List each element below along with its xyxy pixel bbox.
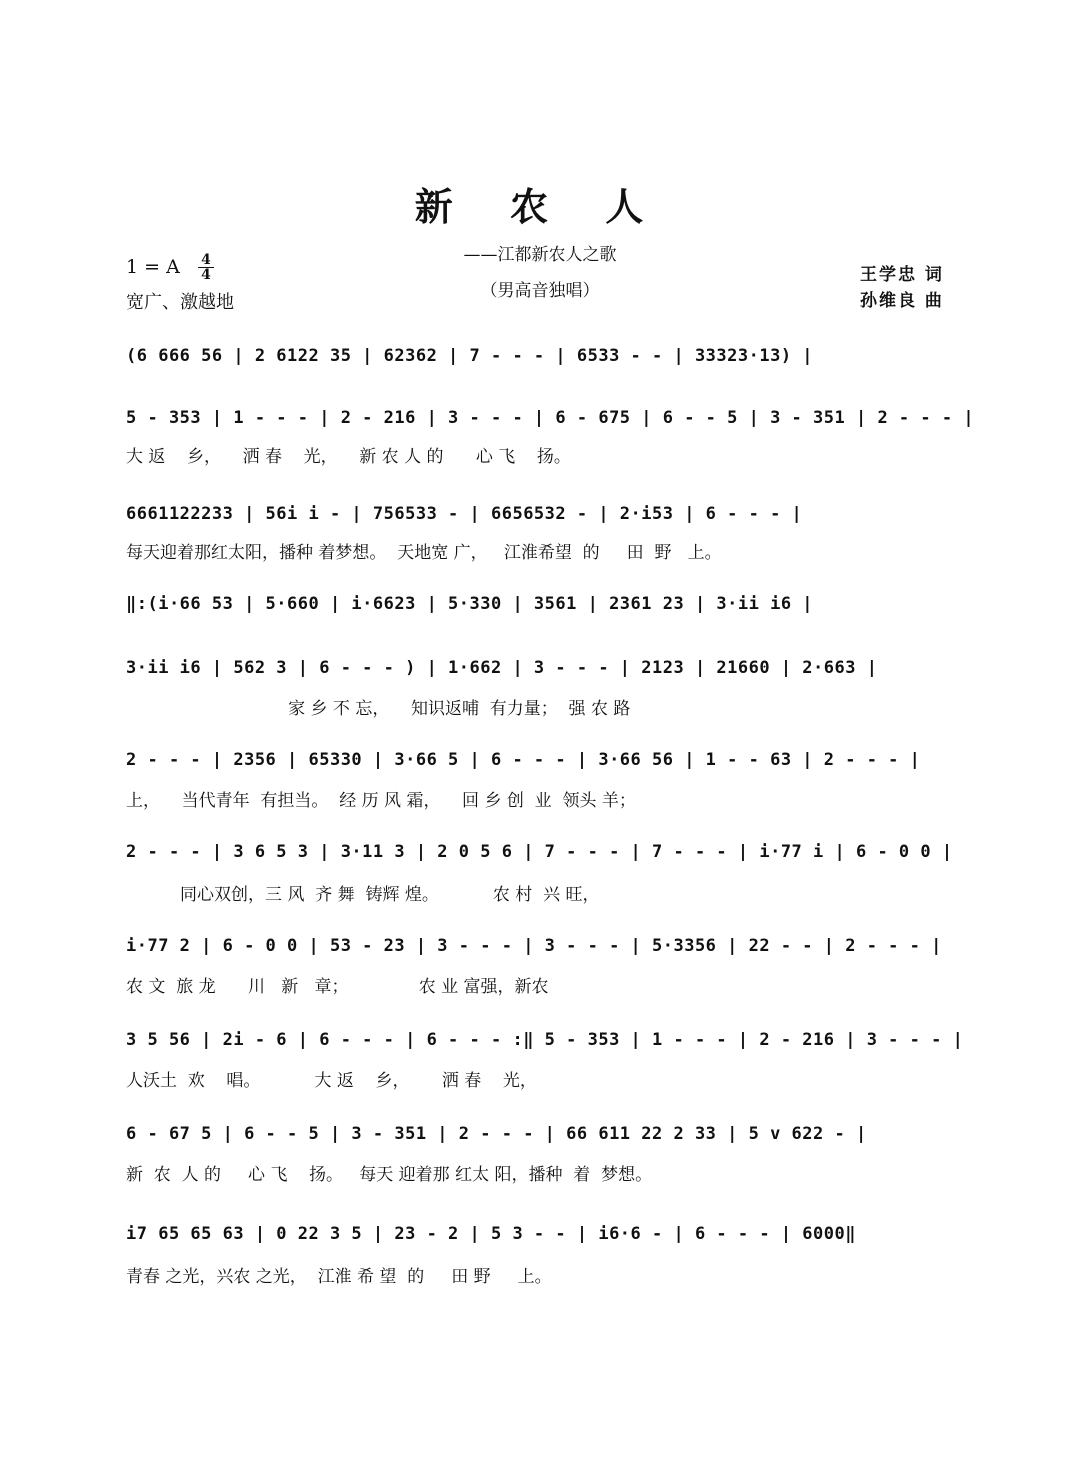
notation-line-10: 6 - 67 5 | 6 - - 5 | 3 - 351 | 2 - - - | 66 611 22 2 33 | 5 v 622 - | xyxy=(126,1124,867,1144)
composer-credit: 孙维良 曲 xyxy=(860,291,944,311)
notation-line-5: 3·ii i6 | 562 3 | 6 - - - ) | 1·662 | 3 - - - | 2123 | 21660 | 2·663 | xyxy=(126,658,878,678)
lyrics-line-5: 家 乡 不 忘， 知识返哺 有力量； 强 农 路 xyxy=(126,699,631,719)
lyrics-line-7: 同心双创，三 风 齐 舞 铸辉 煌。 农 村 兴 旺， xyxy=(126,885,600,905)
notation-line-6: 2 - - - | 2356 | 65330 | 3·66 5 | 6 - - - | 3·66 56 | 1 - - 63 | 2 - - - | xyxy=(126,750,921,770)
notation-line-7: 2 - - - | 3 6 5 3 | 3·11 3 | 2 0 5 6 | 7 - - - | 7 - - - | i·77 i | 6 - 0 0 | xyxy=(126,842,953,862)
notation-line-2: 5 - 353 | 1 - - - | 2 - 216 | 3 - - - | 6 - 675 | 6 - - 5 | 3 - 351 | 2 - - - | xyxy=(126,408,975,428)
time-signature-bottom: 4 xyxy=(201,267,211,283)
notation-line-8: i·77 2 | 6 - 0 0 | 53 - 23 | 3 - - - | 3 - - - | 5·3356 | 22 - - | 2 - - - | xyxy=(126,936,942,956)
lyrics-line-10: 新 农 人 的 心 飞 扬。 每天 迎着那 红太 阳，播种 着 梦想。 xyxy=(126,1165,653,1185)
notation-line-1: (6 666 56 | 2 6122 35 | 62362 | 7 - - - | 6533 - - | 33323·13) | xyxy=(126,346,814,366)
lyrics-line-6: 上， 当代青年 有担当。 经 历 风 霜， 回 乡 创 业 领头 羊； xyxy=(126,791,636,811)
notation-line-3: 6661122233 | 56i i - | 756533 - | 6656532 - | 2·i53 | 6 - - - | xyxy=(126,504,803,524)
time-signature xyxy=(198,254,214,281)
voicing-note: （男高音独唱） xyxy=(480,281,600,301)
lyricist-credit: 王学忠 词 xyxy=(860,265,944,285)
lyrics-line-9: 人沃土 欢 唱。 大 返 乡， 洒 春 光， xyxy=(126,1071,537,1091)
lyrics-line-8: 农 文 旅 龙 川 新 章； 农 业 富强，新农 xyxy=(126,977,549,997)
tempo-marking: 宽广、激越地 xyxy=(126,292,234,313)
lyrics-line-11: 青春 之光，兴农 之光， 江淮 希 望 的 田 野 上。 xyxy=(126,1267,552,1287)
lyrics-line-3: 每天迎着那红太阳，播种 着梦想。 天地宽 广， 江淮希望 的 田 野 上。 xyxy=(126,543,722,563)
lyrics-line-2: 大 返 乡， 洒 春 光， 新 农 人 的 心 飞 扬。 xyxy=(126,447,571,467)
notation-line-11: i7 65 65 63 | 0 22 3 5 | 23 - 2 | 5 3 - - | i6·6 - | 6 - - - | 6000‖ xyxy=(126,1224,856,1244)
time-signature-top: 4 xyxy=(201,252,211,268)
key-signature: 1 = A xyxy=(126,256,180,278)
notation-line-4: ‖:(i·66 53 | 5·660 | i·6623 | 5·330 | 3561 | 2361 23 | 3·ii i6 | xyxy=(126,594,814,614)
notation-line-9: 3 5 56 | 2i - 6 | 6 - - - | 6 - - - :‖ 5 - 353 | 1 - - - | 2 - 216 | 3 - - - | xyxy=(126,1030,964,1050)
song-title: 新 农 人 xyxy=(414,184,666,229)
song-subtitle: ——江都新农人之歌 xyxy=(463,245,617,265)
